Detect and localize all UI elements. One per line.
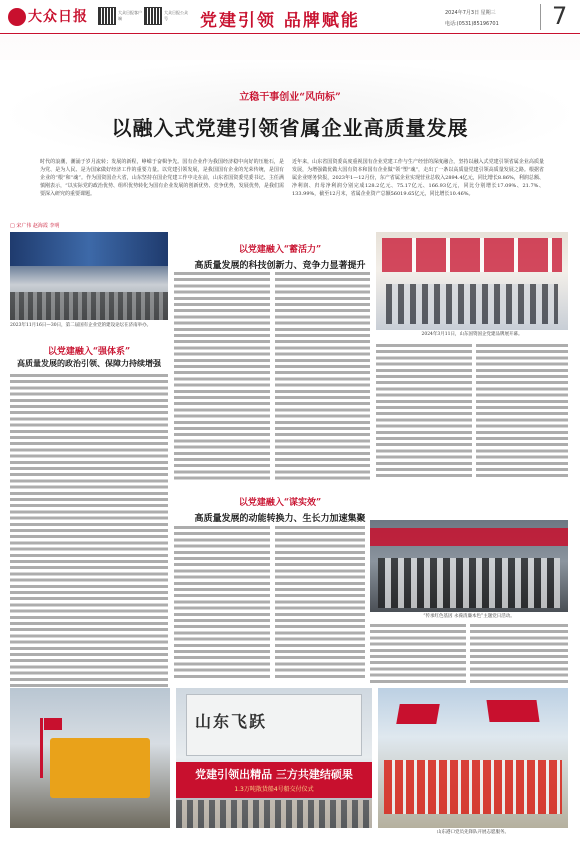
group-members	[378, 558, 560, 608]
section2-kicker: 以党建融入“蓄活力”	[238, 245, 322, 255]
red-banner	[370, 528, 568, 546]
volunteers-in-red	[384, 760, 562, 814]
ceremony-banner	[176, 762, 372, 798]
section3-body-col3	[370, 624, 466, 684]
ship-delivery-photo	[176, 688, 372, 828]
party-day-caption: “传承红色基因 永葆清廉本色”主题党日活动。	[423, 614, 515, 619]
section1-title: 高质量发展的政治引领、保障力持续增强	[17, 358, 161, 368]
audience	[10, 292, 168, 320]
section2-body-col1	[174, 272, 270, 480]
section3-body-col4	[470, 624, 568, 684]
section2-body-col3	[376, 344, 472, 480]
qr-label-wechat: 大众日报公众号	[164, 10, 188, 21]
newspaper-logo-icon	[8, 8, 26, 26]
stage-screen	[10, 232, 168, 266]
banner-line-1: 党建引领出精品 三方共建结硕果	[195, 768, 353, 781]
section2-body-col4	[476, 344, 568, 480]
red-flag-icon	[486, 700, 539, 722]
volunteer-photo	[378, 688, 568, 828]
flag-pole	[40, 718, 43, 778]
ship-hull	[186, 694, 362, 756]
section1-kicker: 以党建融入“强体系”	[47, 347, 131, 357]
section2-body-col2	[275, 272, 370, 480]
forum-photo-caption: 2023年11月16日—30日，第二届国有企业党的建设论坛在济南举办。	[10, 323, 152, 328]
newspaper-name: 大众日报	[28, 9, 88, 25]
qr-code-icon	[144, 7, 162, 25]
page-number: 7	[552, 2, 568, 30]
headline-kicker: 立稳干事创业“风向标”	[239, 92, 341, 103]
byline: □ 宋广伟 赵海霞 李明	[10, 223, 60, 229]
red-flag-icon	[44, 718, 62, 730]
exhibition-panels	[382, 238, 562, 272]
section3-title: 高质量发展的动能转换力、生长力加速集聚	[194, 514, 366, 524]
contact-phone: 电话:(0531)85196701	[445, 21, 499, 27]
page-title: 以融入式党建引领省属企业高质量发展	[111, 116, 469, 140]
section3-body-col1	[174, 526, 270, 678]
qr-label-app: 大众日报客户端	[118, 10, 142, 21]
paver-machine	[50, 738, 150, 798]
paving-machine-photo	[10, 688, 170, 828]
section3-body-col2	[275, 526, 365, 678]
masthead	[0, 0, 580, 34]
section3-kicker: 以党建融入“谋实效”	[238, 498, 322, 508]
party-day-photo	[370, 520, 568, 612]
intro-right: 近年来，山东省国资委高度重视国有企业党建工作与生产经营的深度融合，坚持以融入式党建引领省属企业高质量发展，为增强做优做大国有资本和国有企业做“领”塑“魂”，走出了一条以高质量党建引领高质量发展之路。根据省属企业财务快报，2023年1—12月份，东产省属企业实现营业总收入2894.4亿元，同比增长8.86%，利润总额、净利润、归母净利润分别完成128.2亿元、75.17亿元、166.93亿元，同比分别增长17.09%、21.7%、133.99%，截至12月末，省属企业资产总额56019.65亿元，同比增长10.46%。	[292, 159, 544, 197]
exhibition-photo-caption: 2024年3月11日，山东国资国企党建品牌展开幕。	[421, 332, 523, 337]
divider	[540, 4, 541, 30]
intro-left: 时代的浪潮，潮涌于岁月流转；发展的新程，峥嵘于奋楫争先。国有企业作为我国经济稳中向好的压舱石，是为党、是为人民、是为国家做好经济工作的重要力量。以党建引领发展，是我国国有企业的光荣传统，是国有企业的“根”和“魂”。作为国资国企大省，山东坚持在国企党建工作中走在前，山东省国资委党委书记、主任满慎刚表示，“以实际党的政治优势、组织优势转化为国有企业发展的创新优势、竞争优势，发展优势，是我们需要深入研究的重要课题。	[40, 159, 284, 197]
banner-line-2: 1.3万吨散货船4号船交付仪式	[234, 786, 314, 793]
section2-title: 高质量发展的科技创新力、竞争力显著提升	[194, 261, 366, 271]
volunteer-caption: 山东港口党员先锋队开展志愿服务。	[437, 830, 509, 835]
section-title: 党建引领 品牌赋能	[200, 11, 360, 31]
visitors	[386, 284, 558, 324]
ceremony-crowd	[176, 800, 372, 828]
ship-name-text: 山东飞跃	[195, 712, 268, 731]
qr-code-icon	[98, 7, 116, 25]
forum-photo	[10, 232, 168, 320]
section1-body	[10, 374, 168, 702]
exhibition-photo	[376, 232, 568, 330]
red-flag-icon	[396, 704, 440, 724]
issue-date: 2024年7月3日 星期三	[445, 10, 496, 16]
